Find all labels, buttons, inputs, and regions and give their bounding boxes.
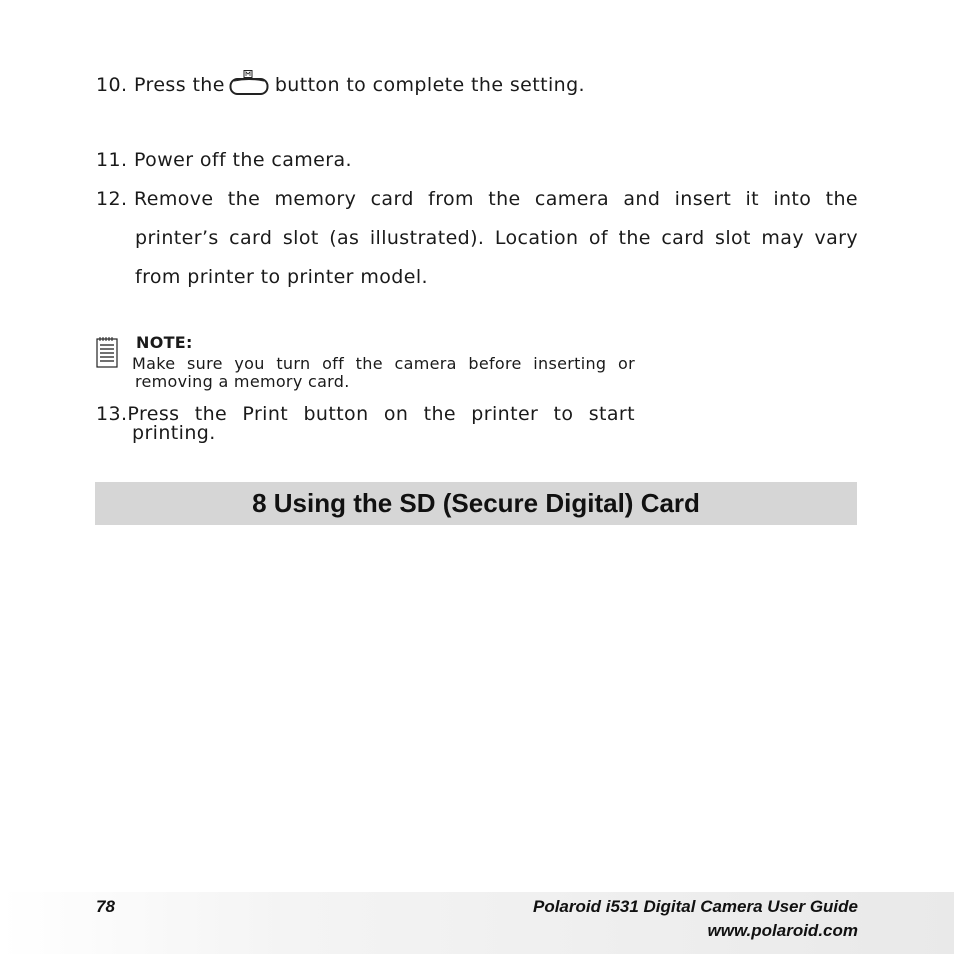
page-number: 78 — [96, 897, 115, 916]
note-text-line-2: removing a memory card. — [135, 372, 350, 391]
step-13-line-1: 13.Press the Print button on the printer to start — [96, 403, 635, 425]
step-10-text-before: Press the — [134, 74, 225, 96]
note-text-line-1: Make sure you turn off the camera before inserting or — [132, 354, 635, 373]
menu-button-icon — [229, 70, 269, 92]
step-12-line-1 — [96, 188, 858, 210]
section-heading-bar — [95, 482, 857, 525]
step-number: 12. — [96, 188, 128, 210]
step-number: 11. — [96, 149, 128, 171]
step-11 — [96, 149, 352, 171]
step-10-text-after: button to complete the setting. — [274, 74, 585, 96]
website-url: www.polaroid.com — [707, 921, 858, 940]
step-12-line-1-text: Remove the memory card from the camera and insert it into the — [134, 188, 858, 210]
section-title: 8 Using the SD (Secure Digital) Card — [252, 488, 700, 518]
note-icon — [96, 336, 118, 372]
step-12-line-2: printer’s card slot (as illustrated). Location of the card slot may vary — [135, 227, 858, 249]
note-title: NOTE: — [136, 333, 193, 352]
guide-title: Polaroid i531 Digital Camera User Guide — [532, 897, 858, 916]
step-number: 10. — [96, 74, 128, 96]
step-11-text: Power off the camera. — [134, 149, 352, 171]
step-13-line-2: printing. — [132, 422, 216, 444]
step-10 — [96, 70, 585, 96]
step-12-line-3: from printer to printer model. — [135, 266, 428, 288]
